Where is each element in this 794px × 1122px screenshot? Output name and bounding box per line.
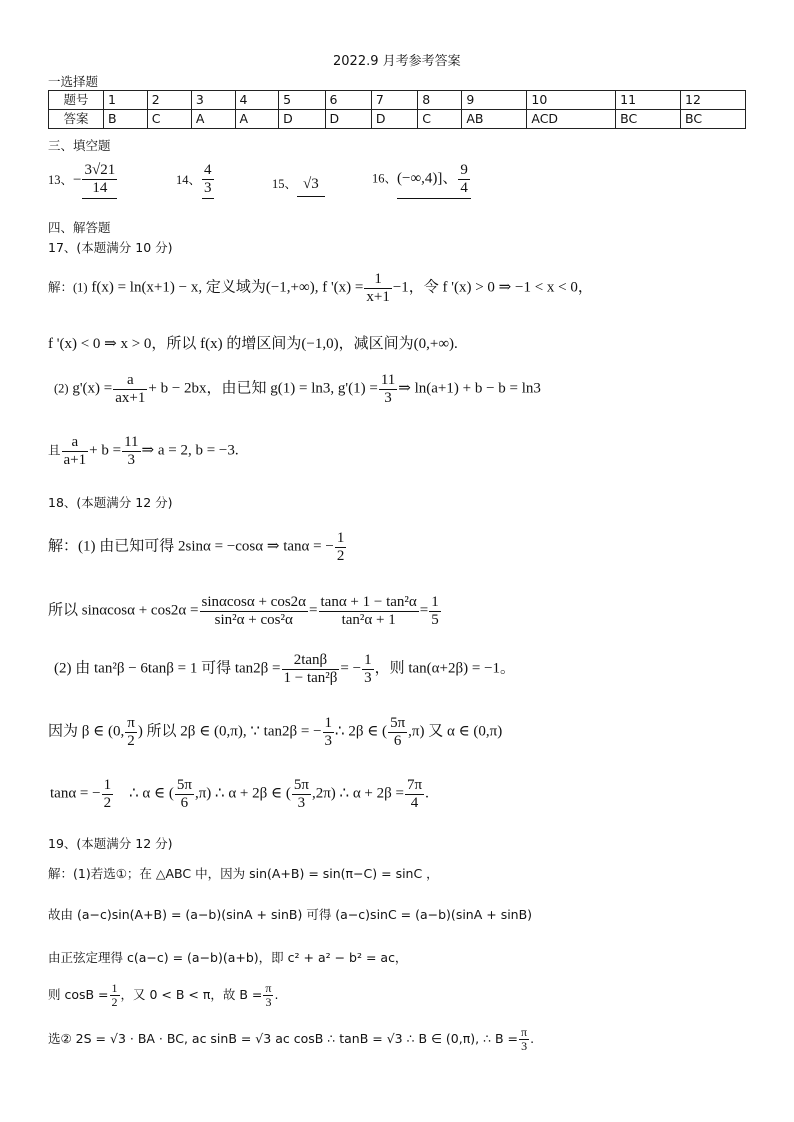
table-cell: 12 xyxy=(681,91,746,110)
fraction: $\frac{1}{5}$ xyxy=(431,594,439,628)
problem-18-line-4: 因为 β ∈ (0, $\frac{\pi}{2}$ ) 所以 2β ∈ (0,π), ∵ tan2β = − $\frac{1}{3}$ ∴ 2β ∈ ( $\frac{5\pi}{6}$ ,π) 又 α ∈ (0,π) xyxy=(48,715,503,749)
fraction: $\frac{5\pi}{3}$ xyxy=(293,777,309,811)
section-solutions: 四、解答题 xyxy=(48,220,111,235)
table-cell: 11 xyxy=(616,91,681,110)
fraction: $\frac{\sin\alpha\cos\alpha + \cos 2\alpha}{\text{sin²α + cos²α}}$ xyxy=(201,594,307,628)
table-row xyxy=(49,110,746,129)
table-cell: D xyxy=(371,110,417,129)
problem-19-line-3: 由正弦定理得 c(a−c) = (a−b)(a+b)，即 c² + a² − b² = ac， xyxy=(48,950,408,965)
table-cell: A xyxy=(191,110,235,129)
table-cell: 7 xyxy=(371,91,417,110)
section-fill-in: 三、填空题 xyxy=(48,138,111,153)
problem-18-line-5: tanα = − $\frac{1}{2}$ ∴ α ∈ ( $\frac{5\pi}{6}$ ,π) ∴ α + 2β ∈ ( $\frac{5\pi}{3}$ ,2π) ∴ α + 2β = $\frac{7\pi}{4}$ . xyxy=(50,777,429,811)
table-cell: BC xyxy=(616,110,681,129)
answer-13: 13、− $\frac{3√21}{14}$ xyxy=(48,162,118,199)
table-header-cell: 答案 xyxy=(49,110,104,129)
question-number: 13、 xyxy=(48,172,74,187)
answer-14 xyxy=(176,162,215,199)
page-title: 2022.9 月考参考答案 xyxy=(333,54,461,69)
fraction: $\frac{11}{3}$ xyxy=(380,372,396,406)
fraction: $\frac{\pi}{3}$ xyxy=(265,981,272,1010)
fraction: $\frac{\pi}{3}$ xyxy=(521,1025,528,1054)
fraction: $\frac{7\pi}{4}$ xyxy=(406,777,423,811)
problem-17-line-4: 且 $\frac{a}{a+1}$ + b = $\frac{11}{3}$ ⇒ a = 2, b = −3. xyxy=(48,434,239,468)
fraction: $\frac{1}{2}$ xyxy=(103,777,112,811)
table-cell: 2 xyxy=(147,91,191,110)
sqrt-value: √3 xyxy=(297,176,325,197)
table-header-cell: 题号 xyxy=(49,91,104,110)
table-cell: 6 xyxy=(325,91,371,110)
problem-17-line-2: f '(x) < 0 ⇒ x > 0，所以 f(x) 的增区间为(−1,0)，减区间为(0,+∞). xyxy=(48,336,458,352)
fraction: $\frac{\pi}{2}$ xyxy=(127,715,135,749)
fraction: $\frac{3√21}{14}$ xyxy=(82,162,117,199)
table-cell: C xyxy=(418,110,462,129)
table-cell: 10 xyxy=(527,91,616,110)
fraction: $\frac{a}{ax+1}$ xyxy=(115,372,146,406)
table-cell: AB xyxy=(462,110,527,129)
question-number: 16、 xyxy=(372,171,398,186)
fraction: $\frac{\text{tanα + 1 − tan²α}}{\text{tan²α + 1}}$ xyxy=(320,594,417,628)
table-cell: 1 xyxy=(104,91,148,110)
problem-17-heading: 17、(本题满分 10 分) xyxy=(48,240,173,255)
fraction: $\frac{11}{3}$ xyxy=(124,434,139,468)
problem-18-line-1: 解：(1) 由已知可得 2sinα = −cosα ⇒ tanα = − $\frac{1}{2}$ xyxy=(48,530,345,564)
problem-18-line-2: 所以 sinαcosα + cos2α = $\frac{\sin\alpha\cos\alpha + \cos 2\alpha}{\text{sin²α + cos²α}}$ = $\frac{\text{tanα + 1 − tan²α}}{\text{tan²α + 1}}$ = $\frac{1}{5}$ xyxy=(48,594,439,628)
problem-18-heading: 18、(本题满分 12 分) xyxy=(48,495,173,510)
fraction: $\frac{1}{2}$ xyxy=(336,530,345,564)
problem-17-line-3: (2) g'(x) = $\frac{a}{ax+1}$ + b − 2bx，由已知 g(1) = ln3, g'(1) = $\frac{11}{3}$ ⇒ ln(a+1) + b − b = ln3 xyxy=(54,372,541,406)
problem-17-line-1: 解：(1) f(x) = ln(x+1) − x, 定义域为(−1,+∞), f '(x) = $\frac{1}{x+1}$ −1，令 f '(x) > 0 ⇒ −1 < x < 0， xyxy=(48,271,593,305)
section-multiple-choice: 一选择题 xyxy=(48,74,99,89)
table-cell: C xyxy=(147,110,191,129)
fraction: $\frac{9}{4}$ xyxy=(460,162,468,196)
table-cell: 5 xyxy=(279,91,325,110)
table-cell: D xyxy=(325,110,371,129)
table-cell: 4 xyxy=(235,91,279,110)
table-row xyxy=(49,91,746,110)
table-cell: BC xyxy=(681,110,746,129)
answer-15 xyxy=(272,174,325,197)
problem-19-line-2: 故由 (a−c)sin(A+B) = (a−b)(sinA + sinB) 可得 (a−c)sinC = (a−b)(sinA + sinB) xyxy=(48,907,533,922)
fraction: $\frac{5\pi}{6}$ xyxy=(176,777,192,811)
problem-19-line-4: 则 cosB = $\frac{1}{2}$ ，又 0 < B < π，故 B = $\frac{\pi}{3}$ . xyxy=(48,981,279,1010)
problem-19-heading: 19、(本题满分 12 分) xyxy=(48,836,173,851)
fraction: $\frac{5\pi}{6}$ xyxy=(390,715,406,749)
table-cell: D xyxy=(279,110,325,129)
fraction: $\frac{1}{2}$ xyxy=(111,981,118,1010)
fraction: $\frac{1}{3}$ xyxy=(364,652,372,686)
question-number: 15、 xyxy=(272,177,298,191)
question-number: 14、 xyxy=(176,172,202,187)
fraction: $\frac{4}{3}$ xyxy=(202,162,214,199)
fraction: $\frac{2\tan\beta}{\text{1 − tan²β}}$ xyxy=(283,652,338,686)
table-cell: ACD xyxy=(527,110,616,129)
problem-18-line-3: (2) 由 tan²β − 6tanβ = 1 可得 tan2β = $\frac{2\tan\beta}{\text{1 − tan²β}}$ = − $\frac{1}{3}$ ，则 tan(α+2β) = −1。 xyxy=(54,652,516,686)
problem-19-line-1: 解：(1)若选①；在 △ABC 中，因为 sin(A+B) = sin(π−C) = sinC ， xyxy=(48,866,439,881)
answer-16: 16、(−∞,4)]、 $\frac{9}{4}$ xyxy=(372,162,471,199)
table-cell: 3 xyxy=(191,91,235,110)
table-cell: 8 xyxy=(418,91,462,110)
fraction: $\frac{a}{a+1}$ xyxy=(63,434,87,468)
problem-19-line-5: 选② 2S = √3 · BA · BC, ac sinB = √3 ac cosB ∴ tanB = √3 ∴ B ∈ (0,π), ∴ B = $\frac{\pi}{3}$ . xyxy=(48,1025,535,1054)
table-cell: B xyxy=(104,110,148,129)
answer-table xyxy=(48,90,746,129)
table-cell: A xyxy=(235,110,279,129)
table-cell: 9 xyxy=(462,91,527,110)
fraction: $\frac{1}{x+1}$ xyxy=(366,271,390,305)
fraction: $\frac{1}{3}$ xyxy=(324,715,333,749)
